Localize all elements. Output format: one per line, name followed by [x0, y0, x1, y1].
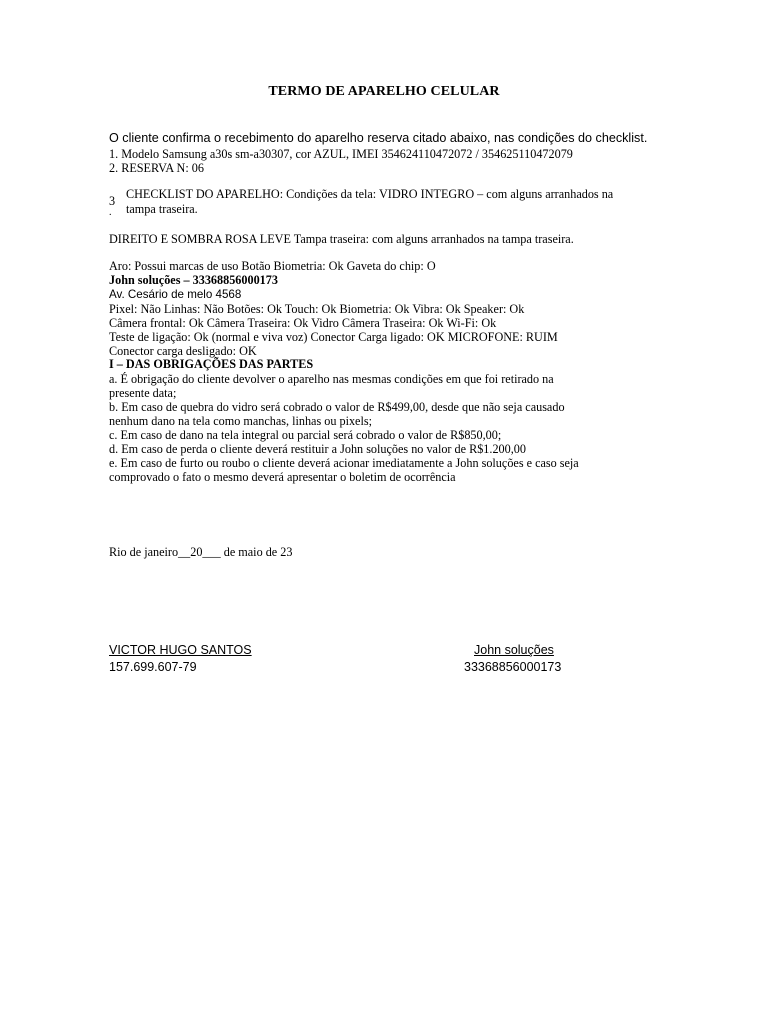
line-direito-sombra: DIREITO E SOMBRA ROSA LEVE Tampa traseira: com alguns arranhados na tampa traseira. [109, 232, 574, 246]
item-3-checklist: CHECKLIST DO APARELHO: Condições da tela: VIDRO INTEGRO – com alguns arranhados na tampa traseira. [126, 187, 614, 216]
item-3-number: 3 [109, 194, 116, 208]
line-teste-ligacao: Teste de ligação: Ok (normal e viva voz) Conector Carga ligado: OK MICROFONE: RUIM [109, 330, 558, 344]
clause-d: d. Em caso de perda o cliente deverá restituir a John soluções no valor de R$1.200,00 [109, 442, 526, 456]
clause-e-line-1: e. Em caso de furto ou roubo o cliente deverá acionar imediatamente a John soluções e caso seja [109, 456, 579, 470]
signature-right-name: John soluções [474, 643, 554, 657]
clause-b-line-2: nenhum dano na tela como manchas, linhas ou pixels; [109, 414, 372, 428]
clause-a-line-2: presente data; [109, 386, 177, 400]
document-title: TERMO DE APARELHO CELULAR [268, 84, 500, 99]
item-1-model: 1. Modelo Samsung a30s sm-a30307, cor AZUL, IMEI 354624110472072 / 354625110472079 [109, 147, 573, 161]
signature-left-name: VICTOR HUGO SANTOS [109, 643, 252, 657]
signature-left-cpf: 157.699.607-79 [109, 660, 197, 674]
signature-right-cnpj: 33368856000173 [464, 660, 562, 674]
clause-e-line-2: comprovado o fato o mesmo deverá apresentar o boletim de ocorrência [109, 470, 456, 484]
item-3-dot: . [109, 207, 112, 218]
section-heading-obrigacoes: I – DAS OBRIGAÇÕES DAS PARTES [109, 357, 314, 371]
clause-c: c. Em caso de dano na tela integral ou parcial será cobrado o valor de R$850,00; [109, 428, 502, 442]
date-line: Rio de janeiro__20___ de maio de 23 [109, 545, 293, 559]
line-address: Av. Cesário de melo 4568 [109, 288, 242, 301]
line-aro: Aro: Possui marcas de uso Botão Biometria: Ok Gaveta do chip: O [109, 259, 436, 273]
line-camera: Câmera frontal: Ok Câmera Traseira: Ok Vidro Câmera Traseira: Ok Wi-Fi: Ok [109, 316, 497, 330]
line-john-solucoes: John soluções – 33368856000173 [109, 273, 278, 287]
clause-a-line-1: a. É obrigação do cliente devolver o aparelho nas mesmas condições em que foi retirado na [109, 372, 554, 386]
line-conector-desligado: Conector carga desligado: OK [109, 344, 257, 358]
line-pixel: Pixel: Não Linhas: Não Botões: Ok Touch: Ok Biometria: Ok Vibra: Ok Speaker: Ok [109, 302, 525, 316]
item-2-reserva: 2. RESERVA N: 06 [109, 161, 204, 175]
intro-paragraph: O cliente confirma o recebimento do aparelho reserva citado abaixo, nas condições do checklist. [109, 131, 648, 145]
clause-b-line-1: b. Em caso de quebra do vidro será cobrado o valor de R$499,00, desde que não seja causado [109, 400, 565, 414]
